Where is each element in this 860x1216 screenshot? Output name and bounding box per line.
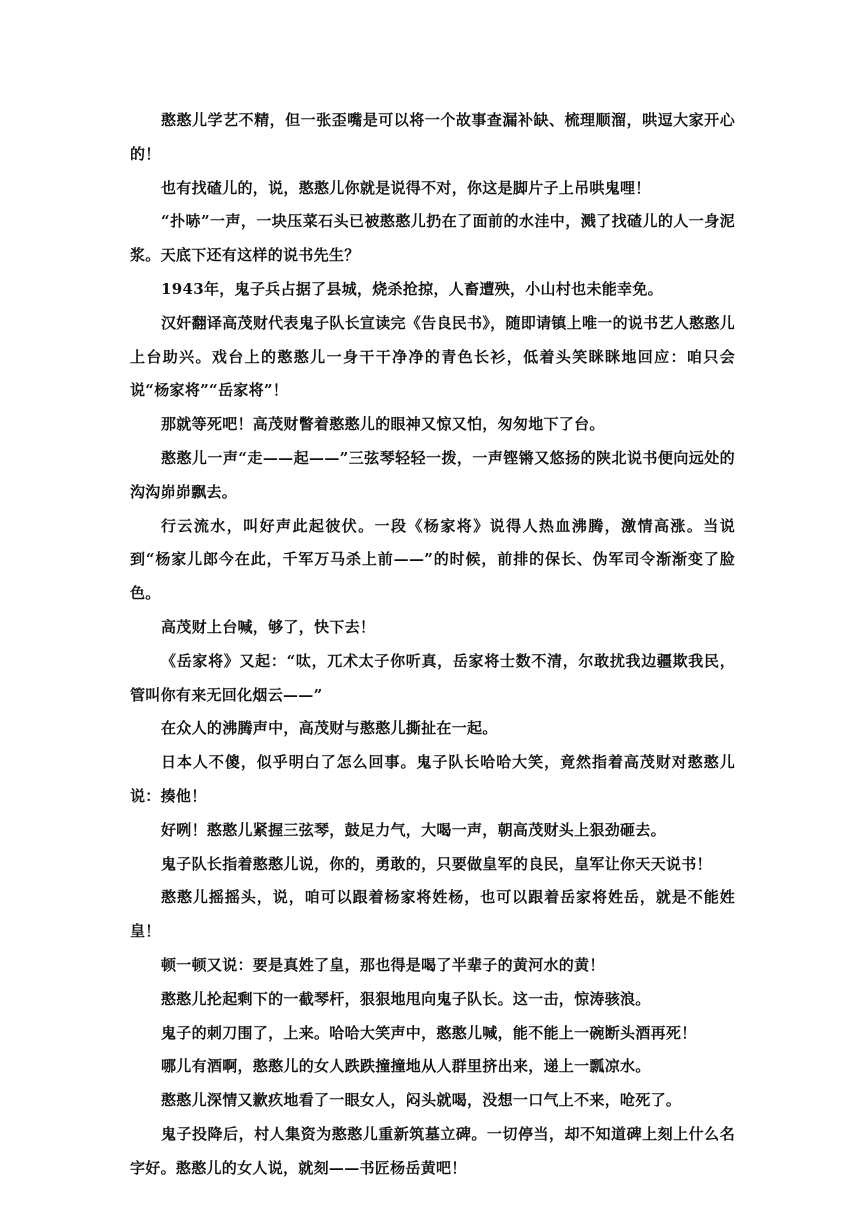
paragraph: 行云流水，叫好声此起彼伏。一段《杨家将》说得人热血沸腾，激情高涨。当说到“杨家儿郎今在此，千军万马杀上前——”的时候，前排的保长、伪军司令渐渐变了脸色。 (130, 516, 735, 603)
paragraph: 日本人不傻，似乎明白了怎么回事。鬼子队长哈哈大笑，竟然指着高茂财对憨憨儿说：揍他！ (130, 753, 735, 805)
paragraph: 在众人的沸腾声中，高茂财与憨憨儿撕扯在一起。 (161, 719, 498, 738)
paragraph: 憨憨儿深情又歉疚地看了一眼女人，闷头就喝，没想一口气上不来，呛死了。 (161, 1091, 682, 1110)
paragraph: 憨憨儿摇摇头，说，咱可以跟着杨家将姓杨，也可以跟着岳家将姓岳，就是不能姓皇！ (130, 888, 735, 941)
paragraph: 那就等死吧！高茂财瞥着憨憨儿的眼神又惊又怕，匆匆地下了台。 (161, 415, 605, 434)
story-body (130, 104, 735, 1186)
paragraph: 1943年，鬼子兵占据了县城，烧杀抢掠，人畜遭殃，小山村也未能幸免。 (161, 279, 663, 298)
paragraph: 憨憨儿一声“走——起——”三弦琴轻轻一拨，一声铿锵又悠扬的陕北说书便向远处的沟沟峁峁飘去。 (130, 448, 735, 501)
paragraph: 顿一顿又说：要是真姓了皇，那也得是喝了半辈子的黄河水的黄！ (161, 955, 605, 974)
paragraph: “扑哧”一声，一块压菜石头已被憨憨儿扔在了面前的水洼中，溅了找碴儿的人一身泥浆。天底下还有这样的说书先生？ (130, 212, 735, 265)
paragraph: 鬼子队长指着憨憨儿说，你的，勇敢的，只要做皇军的良民，皇军让你天天说书！ (161, 854, 712, 873)
paragraph: 鬼子的刺刀围了，上来。哈哈大笑声中，憨憨儿喊，能不能上一碗断头酒再死！ (161, 1023, 697, 1042)
paragraph: 汉奸翻译高茂财代表鬼子队长宣读完《告良民书》，随即请镇上唯一的说书艺人憨憨儿上台助兴。戏台上的憨憨儿一身干干净净的青色长衫，低着头笑眯眯地回应：咱只会说“杨家将”“岳家将”！ (130, 313, 735, 400)
paragraph: 憨憨儿抡起剩下的一截琴杆，狠狠地甩向鬼子队长。这一击，惊涛骇浪。 (161, 989, 651, 1008)
paragraph: 鬼子投降后，村人集资为憨憨儿重新筑墓立碑。一切停当，却不知道碑上刻上什么名字好。憨憨儿的女人说，就刻——书匠杨岳黄吧！ (130, 1124, 735, 1177)
paragraph: 《岳家将》又起：“呔，兀术太子你听真，岳家将士数不清，尔敢扰我边疆欺我民，管叫你有来无回化烟云——” (130, 651, 735, 704)
paragraph: 好咧！憨憨儿紧握三弦琴，鼓足力气，大喝一声，朝高茂财头上狠劲砸去。 (161, 820, 666, 839)
paragraph: 憨憨儿学艺不精，但一张歪嘴是可以将一个故事查漏补缺、梳理顺溜，哄逗大家开心的！ (130, 111, 735, 163)
paragraph: 也有找碴儿的，说，憨憨儿你就是说得不对，你这是脚片子上吊哄鬼哩！ (161, 178, 651, 197)
paragraph: 哪儿有酒啊，憨憨儿的女人跌跌撞撞地从人群里挤出来，递上一瓢凉水。 (161, 1057, 651, 1076)
paragraph: 高茂财上台喊，够了，快下去！ (161, 617, 376, 636)
